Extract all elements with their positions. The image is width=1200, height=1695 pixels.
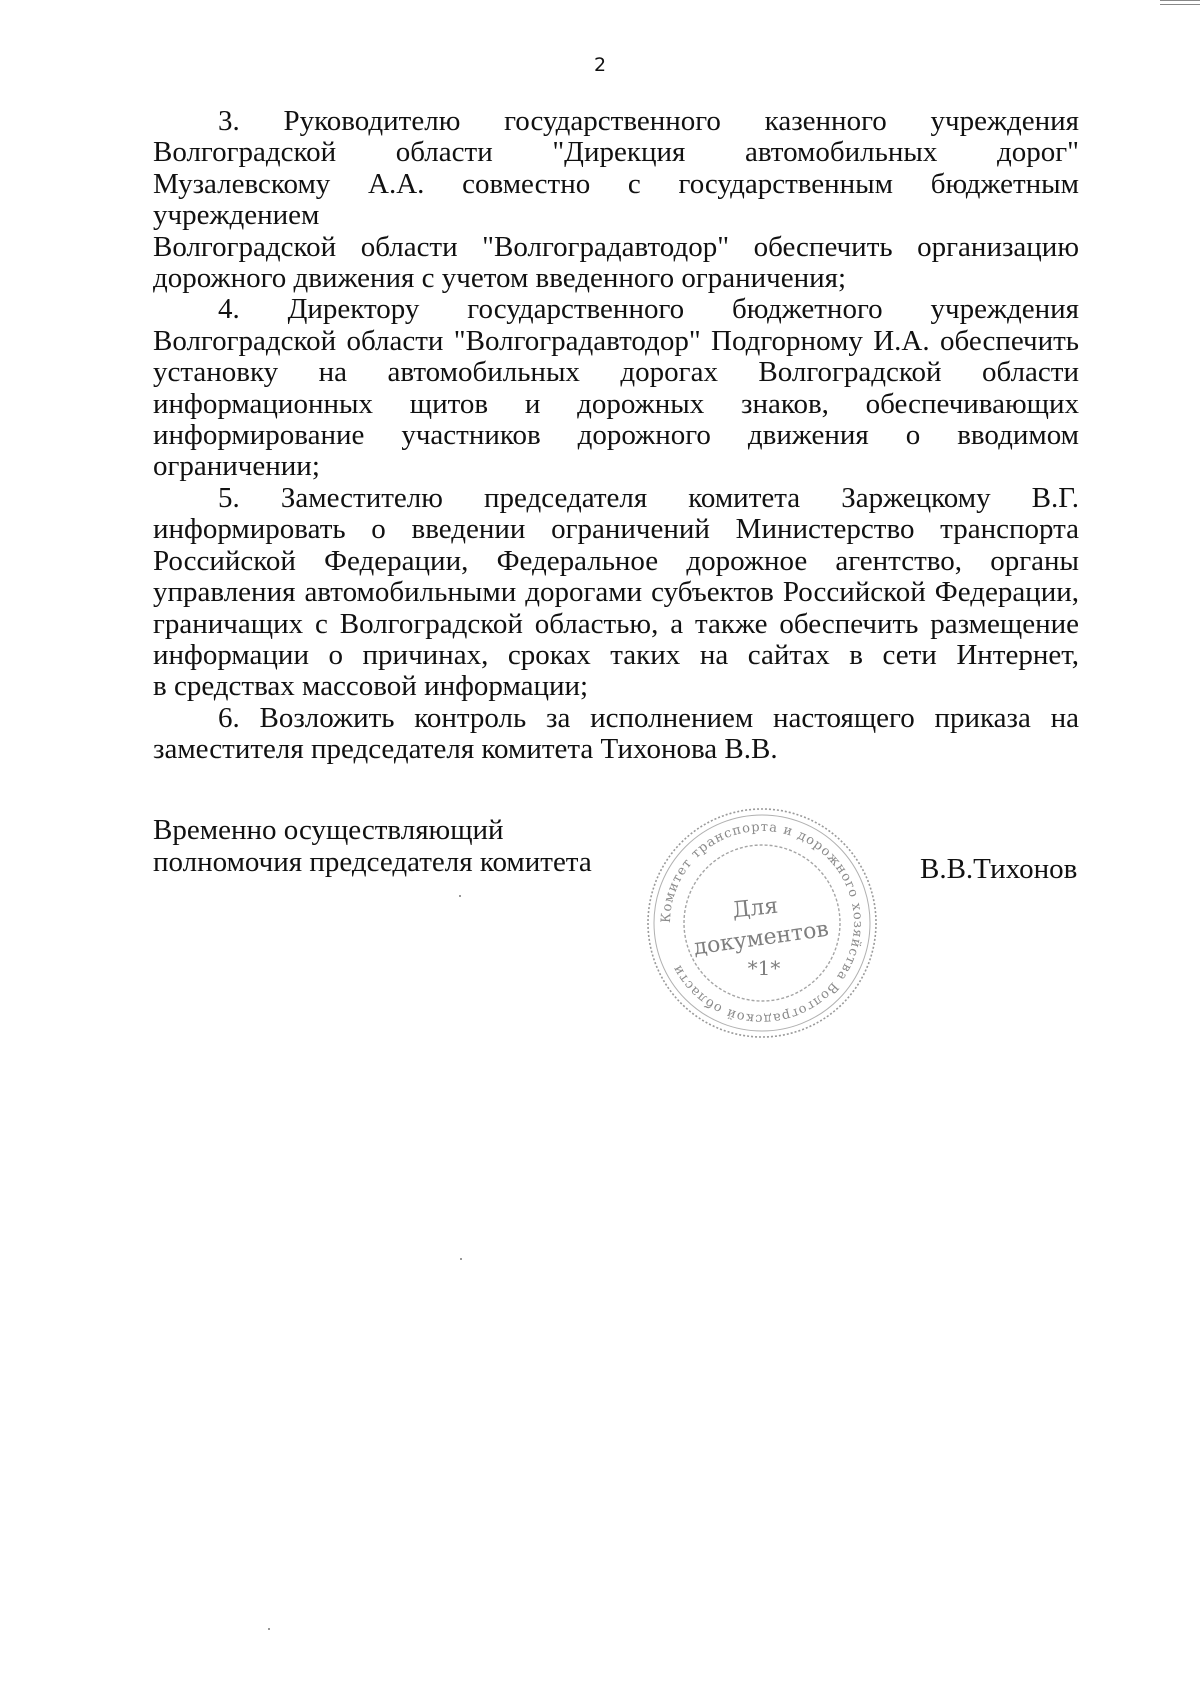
text-line: граничащих с Волгоградской областью, а также обеспечить размещение <box>153 607 1079 640</box>
svg-text:документов: документов <box>691 916 831 961</box>
text-line: Волгоградской области "Волгоградавтодор" обеспечить организацию <box>153 230 1079 263</box>
paragraph-item-4 <box>153 294 1079 482</box>
text-line: 3. Руководителю государственного казенного учреждения <box>218 105 1079 137</box>
scan-speck <box>460 1258 462 1260</box>
text-line: Волгоградской области "Дирекция автомобильных дорог" <box>153 136 1079 169</box>
text-line: 4. Директору государственного бюджетного учреждения <box>218 293 1079 326</box>
text-line: Волгоградской области "Волгоградавтодор" Подгорному И.А. обеспечить <box>153 324 1079 357</box>
paragraph-item-6 <box>153 703 1079 766</box>
signatory-title-line: Временно осуществляющий <box>153 814 504 846</box>
scan-speck <box>459 895 461 897</box>
text-line: информировать о введении ограничений Министерство транспорта <box>153 513 1079 546</box>
text-line: Музалевскому А.А. совместно с государственным бюджетным учреждением <box>153 167 1079 232</box>
text-line: в средствах массовой информации; <box>153 670 589 703</box>
text-line: управления автомобильными дорогами субъектов Российской Федерации, <box>153 576 1079 609</box>
text-line: Российской Федерации, Федеральное дорожное агентство, органы <box>153 544 1079 577</box>
text-line: информации о причинах, сроках таких на сайтах в сети Интернет, <box>153 638 1079 671</box>
svg-text:Для: Для <box>731 893 780 924</box>
text-line: информирование участников дорожного движения о вводимом <box>153 419 1079 452</box>
official-seal-stamp <box>644 805 880 1041</box>
signatory-title <box>153 814 592 878</box>
paragraph-item-5 <box>153 483 1079 703</box>
seal-graphic <box>644 805 880 1041</box>
svg-text:Комитет транспорта и дорожного: Комитет транспорта и дорожного хозяйства Волгоградской области <box>658 819 866 1027</box>
signatory-name: В.В.Тихонов <box>920 853 1078 885</box>
document-body <box>153 106 1079 766</box>
text-line: информационных щитов и дорожных знаков, обеспечивающих <box>153 387 1079 420</box>
text-line: 5. Заместителю председателя комитета Заржецкому В.Г. <box>218 481 1079 514</box>
scan-edge-mark <box>1160 0 1200 5</box>
text-line: заместителя председателя комитета Тихонова В.В. <box>153 733 778 766</box>
text-line: установку на автомобильных дорогах Волгоградской области <box>153 356 1079 389</box>
text-line: дорожного движения с учетом введенного ограничения; <box>153 262 847 295</box>
paragraph-item-3 <box>153 106 1079 294</box>
svg-text:*1*: *1* <box>747 956 781 980</box>
page-number: 2 <box>593 54 607 76</box>
text-line: 6. Возложить контроль за исполнением настоящего приказа на <box>218 701 1079 734</box>
text-line: ограничении; <box>153 450 320 483</box>
signatory-title-line: полномочия председателя комитета <box>153 846 592 878</box>
scan-speck <box>268 1628 270 1630</box>
